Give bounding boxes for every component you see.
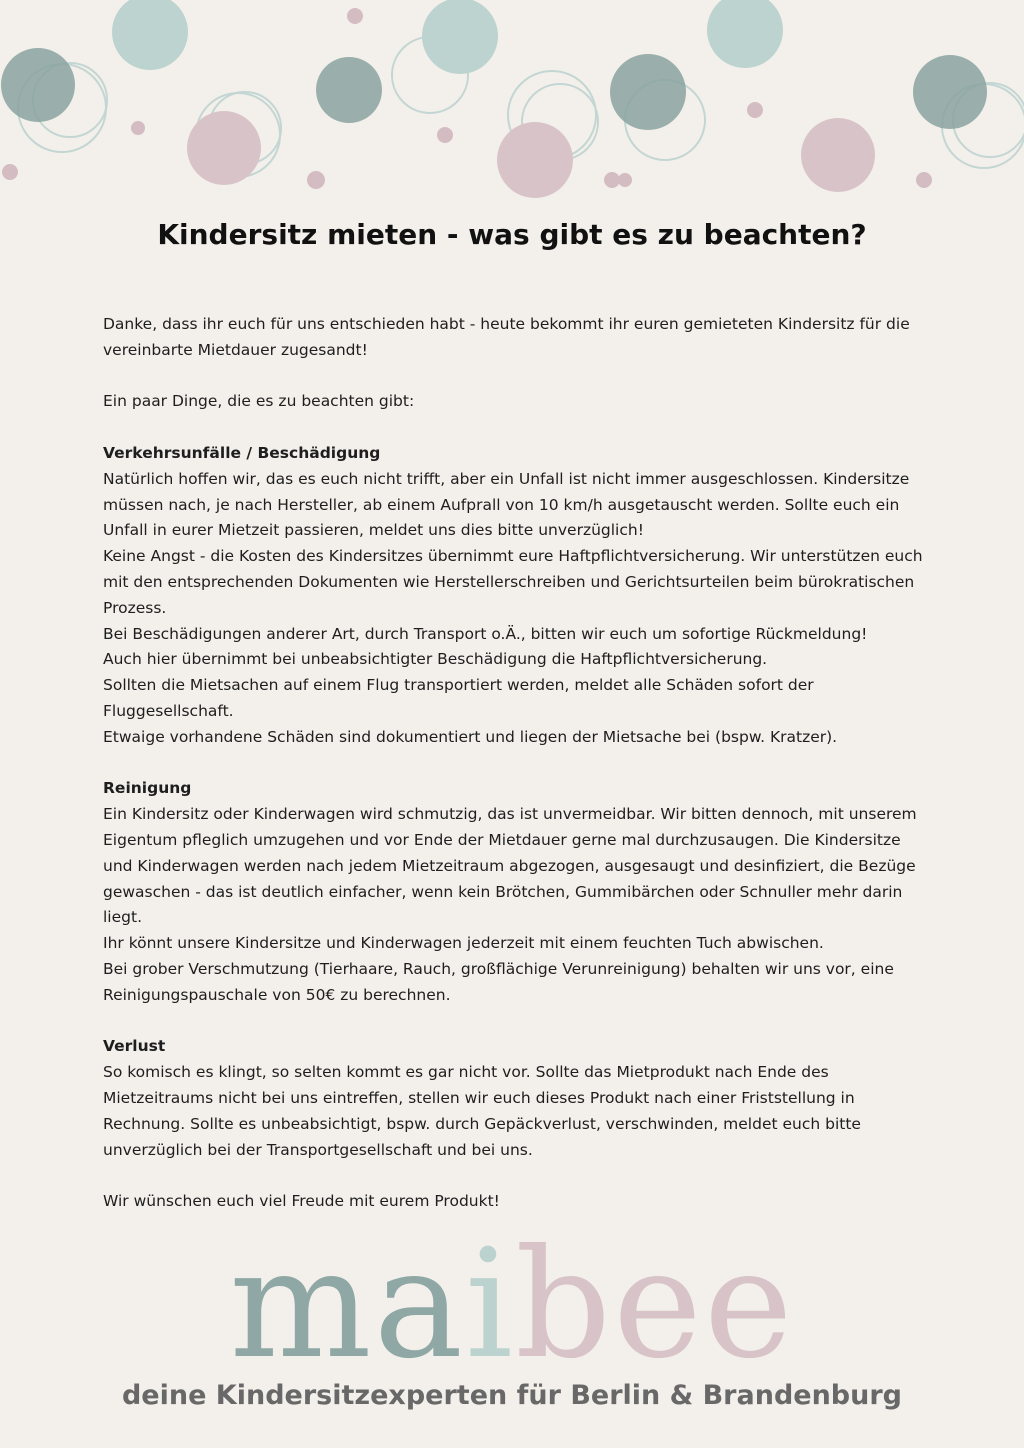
intro-list-lead: Ein paar Dinge, die es zu beachten gibt: [103,392,415,411]
logo-wordmark [0,1218,1024,1392]
section-heading-verlust: Verlust [103,1037,166,1056]
brand-logo [0,1218,1024,1430]
logo-part-bee: bee [515,1218,795,1392]
section-heading-unfall: Verkehrsunfälle / Beschädigung [103,443,381,462]
logo-tagline: deine Kindersitzexperten für Berlin & Brandenburg [121,1380,902,1411]
section-heading-reinigung: Reinigung [103,779,192,798]
intro-paragraph: Danke, dass ihr euch für uns entschieden habt - heute bekommt ihr euren gemieteten Kindersitz für die vereinbarte Mietdauer zugesandt! [103,315,910,359]
logo-part-i: i [465,1218,516,1392]
document-body [103,312,925,1215]
logo-part-ma: ma [229,1218,466,1392]
unfall-text-1: Natürlich hoffen wir, das es euch nicht trifft, aber ein Unfall ist nicht immer ausgeschlossen. Kindersitze müssen nach, je nach Hersteller, ab einem Aufprall von 10 km/h ausgetauscht werden. Sollte euch ein Unfall in eurer Mietzeit passieren, meldet uns dies bitte unverzüglich! [103,469,910,540]
unfall-text-2: Keine Angst - die Kosten des Kindersitzes übernimmt eure Haftpflichtversicherung. Wir unterstützen euch mit den entsprechenden Dokumenten wie Herstellerschreiben und Gerichtsurteilen beim bürokratischen Prozess. [103,547,923,617]
unfall-text-5: Sollten die Mietsachen auf einem Flug transportiert werden, meldet alle Schäden sofort der Fluggesellschaft. [103,676,814,720]
reinigung-text-3: Bei grober Verschmutzung (Tierhaare, Rauch, großflächige Verunreinigung) behalten wir uns vor, eine Reinigungspauschale von 50€ zu berechnen. [103,959,894,1004]
page-title: Kindersitz mieten - was gibt es zu beachten? [157,218,867,251]
reinigung-text-1: Ein Kindersitz oder Kinderwagen wird schmutzig, das ist unvermeidbar. Wir bitten dennoch, mit unserem Eigentum pfleglich umzugehen und vor Ende der Mietdauer gerne mal durchzusaugen. Die Kindersitze und Kinderwagen werden nach jedem Mietzeitraum abgezogen, ausgesaugt und desinfiziert, die Bezüge gewaschen - das ist deutlich einfacher, wenn kein Brötchen, Gummibärchen oder Schnuller mehr darin liegt. [103,805,917,927]
decorative-circles [0,0,1024,200]
unfall-text-3: Bei Beschädigungen anderer Art, durch Transport o.Ä., bitten wir euch um sofortige Rückmeldung! [103,624,868,643]
unfall-text-4: Auch hier übernimmt bei unbeabsichtigter Beschädigung die Haftpflichtversicherung. [103,650,768,669]
unfall-text-6: Etwaige vorhandene Schäden sind dokumentiert und liegen der Mietsache bei (bspw. Kratzer). [103,727,838,746]
reinigung-text-2: Ihr könnt unsere Kindersitze und Kinderwagen jederzeit mit einem feuchten Tuch abwischen. [103,934,824,953]
closing-text: Wir wünschen euch viel Freude mit eurem Produkt! [103,1192,500,1211]
verlust-text-1: So komisch es klingt, so selten kommt es gar nicht vor. Sollte das Mietprodukt nach Ende des Mietzeitraums nicht bei uns eintreffen, stellen wir euch dieses Produkt nach einer Friststellung in Rechnung. Sollte es unbeabsichtigt, bspw. durch Gepäckverlust, verschwinden, meldet euch bitte unverzüglich bei der Transportgesellschaft und bei uns. [103,1063,861,1159]
